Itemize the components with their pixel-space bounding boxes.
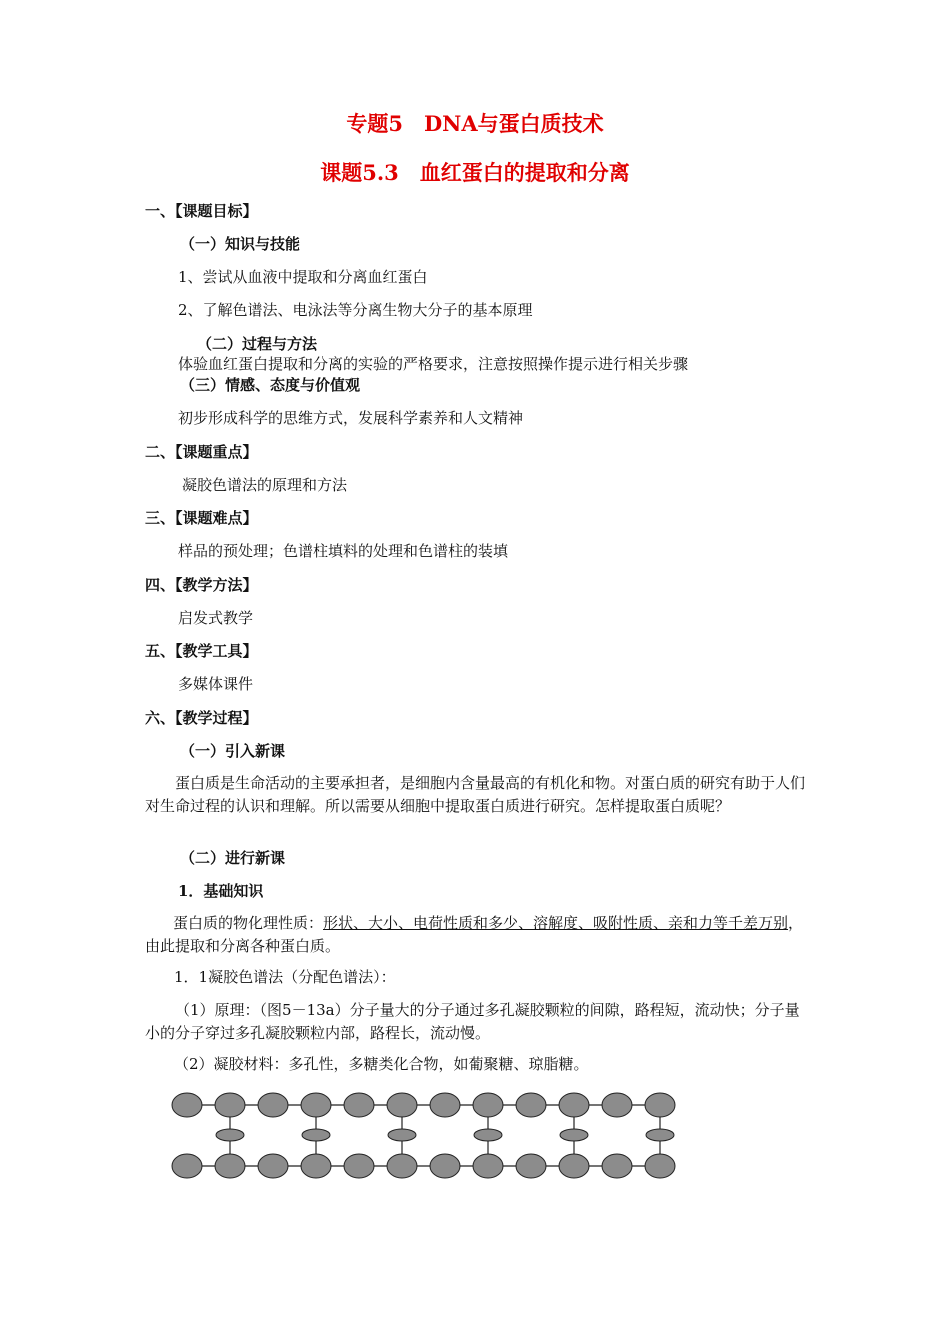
- top-gel-bead: [645, 1093, 675, 1117]
- diagram-layer: [172, 1093, 675, 1178]
- lesson-title: 课题5.3 血红蛋白的提取和分离: [320, 160, 630, 185]
- crosslink-particle: [388, 1129, 416, 1141]
- section-4-heading: 四、【教学方法】: [145, 576, 258, 594]
- crosslink-particle: [302, 1129, 330, 1141]
- bottom-gel-bead: [516, 1154, 546, 1178]
- top-gel-bead: [387, 1093, 417, 1117]
- protein-properties: [145, 912, 810, 958]
- bottom-gel-bead: [258, 1154, 288, 1178]
- section-1-sub-3: （三）情感、态度与价值观: [180, 376, 361, 394]
- section-6-heading: 六、【教学过程】: [145, 709, 258, 727]
- top-gel-bead: [516, 1093, 546, 1117]
- crosslink-particle: [646, 1129, 674, 1141]
- section-5-heading: 五、【教学工具】: [145, 642, 258, 660]
- intro-paragraph: 蛋白质是生命活动的主要承担者，是细胞内含量最高的有机化和物。对蛋白质的研究有助于人们对生命过程的认识和理解。所以需要从细胞中提取蛋白质进行研究。怎样提取蛋白质呢？: [145, 774, 806, 815]
- top-gel-bead: [215, 1093, 245, 1117]
- top-gel-bead: [301, 1093, 331, 1117]
- properties-underlined: 形状、大小、电荷性质和多少、溶解度、吸附性质、亲和力等千差万别: [323, 914, 789, 932]
- top-gel-bead: [258, 1093, 288, 1117]
- bottom-gel-bead: [602, 1154, 632, 1178]
- section-1-text-3: 初步形成科学的思维方式，发展科学素养和人文精神: [178, 409, 524, 427]
- top-gel-bead: [430, 1093, 460, 1117]
- crosslink-particle: [560, 1129, 588, 1141]
- section-1-sub-2: （二）过程与方法: [197, 335, 318, 353]
- bottom-gel-bead: [301, 1154, 331, 1178]
- crosslink-particle: [216, 1129, 244, 1141]
- gel-material: （2）凝胶材料：多孔性，多糖类化合物，如葡聚糖、琼脂糖。: [174, 1055, 589, 1073]
- crosslink-particle: [474, 1129, 502, 1141]
- gel-particle-diagram: [165, 1085, 685, 1185]
- bottom-gel-bead: [645, 1154, 675, 1178]
- bottom-gel-bead: [430, 1154, 460, 1178]
- top-gel-bead: [344, 1093, 374, 1117]
- section-3-text: 样品的预处理；色谱柱填料的处理和色谱柱的装填: [178, 542, 509, 560]
- section-1-item-2: 2、了解色谱法、电泳法等分离生物大分子的基本原理: [178, 301, 533, 319]
- bottom-gel-bead: [559, 1154, 589, 1178]
- section-6-sub-3: 1．基础知识: [178, 882, 264, 900]
- bottom-gel-bead: [172, 1154, 202, 1178]
- section-4-text: 启发式教学: [178, 609, 254, 627]
- bottom-gel-bead: [344, 1154, 374, 1178]
- gel-chromatography-heading: 1．1凝胶色谱法（分配色谱法）：: [174, 968, 396, 986]
- bottom-gel-bead: [473, 1154, 503, 1178]
- top-gel-bead: [172, 1093, 202, 1117]
- section-5-text: 多媒体课件: [178, 675, 254, 693]
- section-3-heading: 三、【课题难点】: [145, 509, 258, 527]
- bottom-gel-bead: [215, 1154, 245, 1178]
- section-1-text-2: 体验血红蛋白提取和分离的实验的严格要求，注意按照操作提示进行相关步骤: [178, 355, 689, 373]
- section-6-sub-2: （二）进行新课: [180, 849, 286, 867]
- principle-paragraph: （1）原理：（图5－13a）分子量大的分子通过多孔凝胶颗粒的间隙，路程短，流动快；分子量小的分子穿过多孔凝胶颗粒内部，路程长，流动慢。: [145, 1001, 800, 1042]
- section-2-text: 凝胶色谱法的原理和方法: [182, 476, 348, 494]
- properties-tail: ，由此提取和分离各种蛋白质。: [145, 914, 804, 955]
- section-1-heading: 一、【课题目标】: [145, 202, 258, 220]
- section-1-sub-1: （一）知识与技能: [180, 235, 301, 253]
- top-gel-bead: [602, 1093, 632, 1117]
- section-1-item-1: 1、尝试从血液中提取和分离血红蛋白: [178, 268, 428, 286]
- main-title: 专题5 DNA与蛋白质技术: [346, 111, 604, 136]
- bottom-gel-bead: [387, 1154, 417, 1178]
- top-gel-bead: [559, 1093, 589, 1117]
- properties-lead: 蛋白质的物化理性质：: [173, 914, 324, 932]
- top-gel-bead: [473, 1093, 503, 1117]
- section-6-sub-1: （一）引入新课: [180, 742, 286, 760]
- section-2-heading: 二、【课题重点】: [145, 443, 258, 461]
